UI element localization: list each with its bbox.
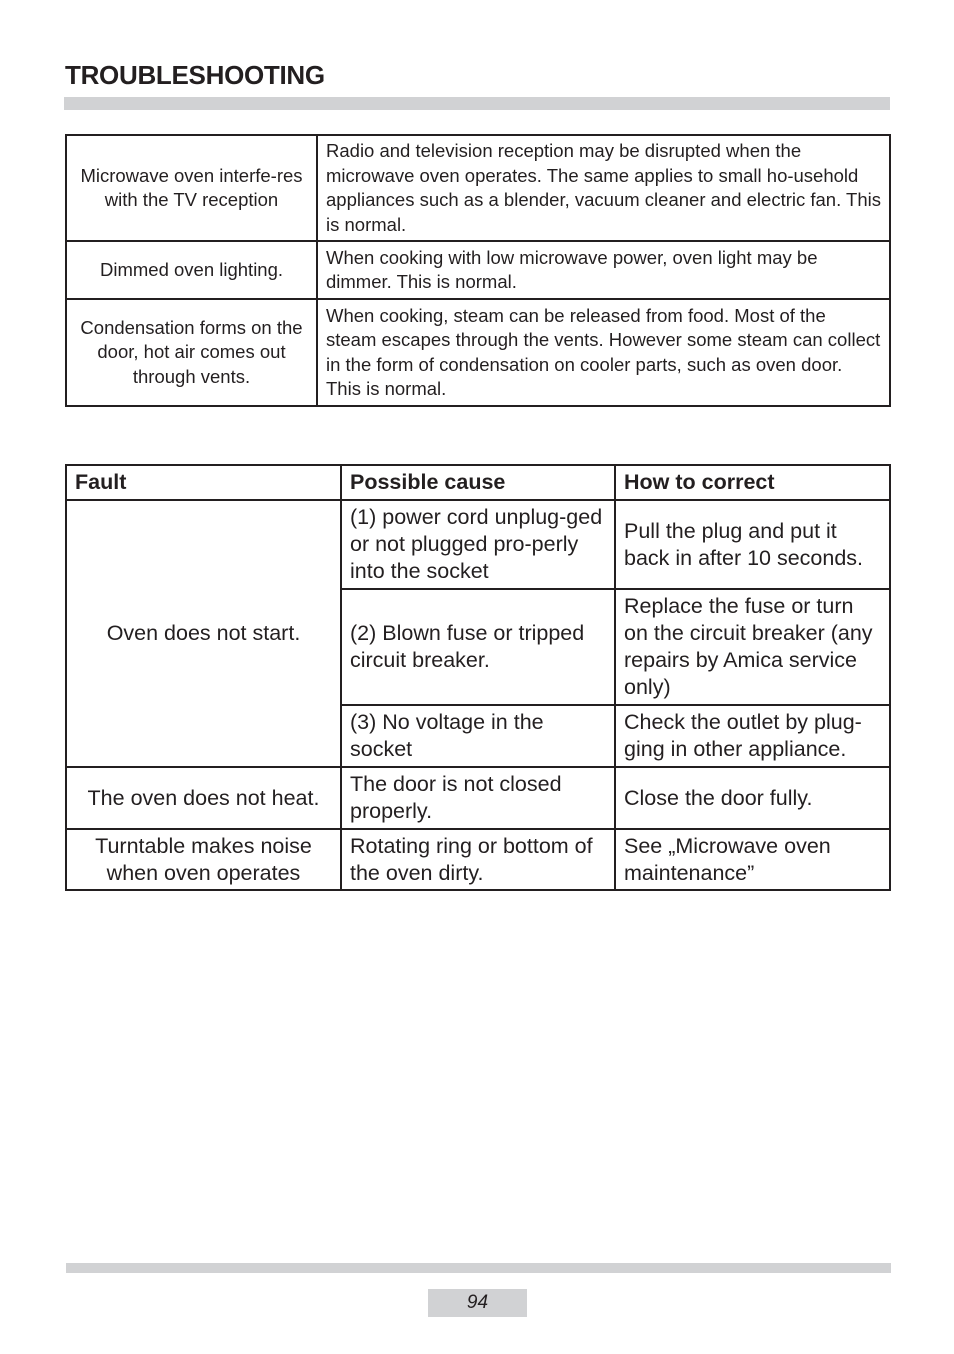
page-title: TROUBLESHOOTING (65, 60, 325, 90)
fix-cell: Check the outlet by plug-ging in other appliance. (615, 705, 890, 767)
fix-cell: Replace the fuse or turn on the circuit breaker (any repairs by Amica service only) (615, 589, 890, 705)
table-row (66, 829, 890, 890)
notes-table (65, 134, 891, 407)
footer-divider (66, 1263, 891, 1273)
fault-cell: Turntable makes noise when oven operates (66, 829, 341, 890)
issue-cell: Condensation forms on the door, hot air comes out through vents. (66, 299, 317, 406)
header-fault: Fault (66, 465, 341, 500)
page-number: 94 (428, 1289, 527, 1317)
fix-cell: Pull the plug and put it back in after 10 seconds. (615, 500, 890, 589)
fault-cell: Oven does not start. (66, 500, 341, 767)
table-row (66, 135, 890, 241)
note-cell: When cooking, steam can be released from food. Most of the steam escapes through the vents. However some steam can collect in the form of condensation on cooler parts, such as oven door. This is normal. (317, 299, 890, 406)
fix-cell: Close the door fully. (615, 767, 890, 829)
table-row (66, 299, 890, 406)
table-row (66, 767, 890, 829)
cause-cell: Rotating ring or bottom of the oven dirty. (341, 829, 615, 890)
fault-cell: The oven does not heat. (66, 767, 341, 829)
title-divider (64, 97, 890, 110)
issue-cell: Dimmed oven lighting. (66, 241, 317, 299)
table-row (66, 241, 890, 299)
cause-cell: The door is not closed properly. (341, 767, 615, 829)
cause-cell: (2) Blown fuse or tripped circuit breaker. (341, 589, 615, 705)
cause-cell: (3) No voltage in the socket (341, 705, 615, 767)
cause-cell: (1) power cord unplug-ged or not plugged pro-perly into the socket (341, 500, 615, 589)
fault-table (65, 464, 891, 891)
header-fix: How to correct (615, 465, 890, 500)
header-cause: Possible cause (341, 465, 615, 500)
note-cell: When cooking with low microwave power, oven light may be dimmer. This is normal. (317, 241, 890, 299)
table-header-row (66, 465, 890, 500)
fix-cell: See „Microwave oven maintenance” (615, 829, 890, 890)
note-cell: Radio and television reception may be disrupted when the microwave oven operates. The same applies to small ho-usehold appliances such as a blender, vacuum cleaner and electric fan. This is normal. (317, 135, 890, 241)
issue-cell: Microwave oven interfe-res with the TV reception (66, 135, 317, 241)
table-row (66, 500, 890, 589)
